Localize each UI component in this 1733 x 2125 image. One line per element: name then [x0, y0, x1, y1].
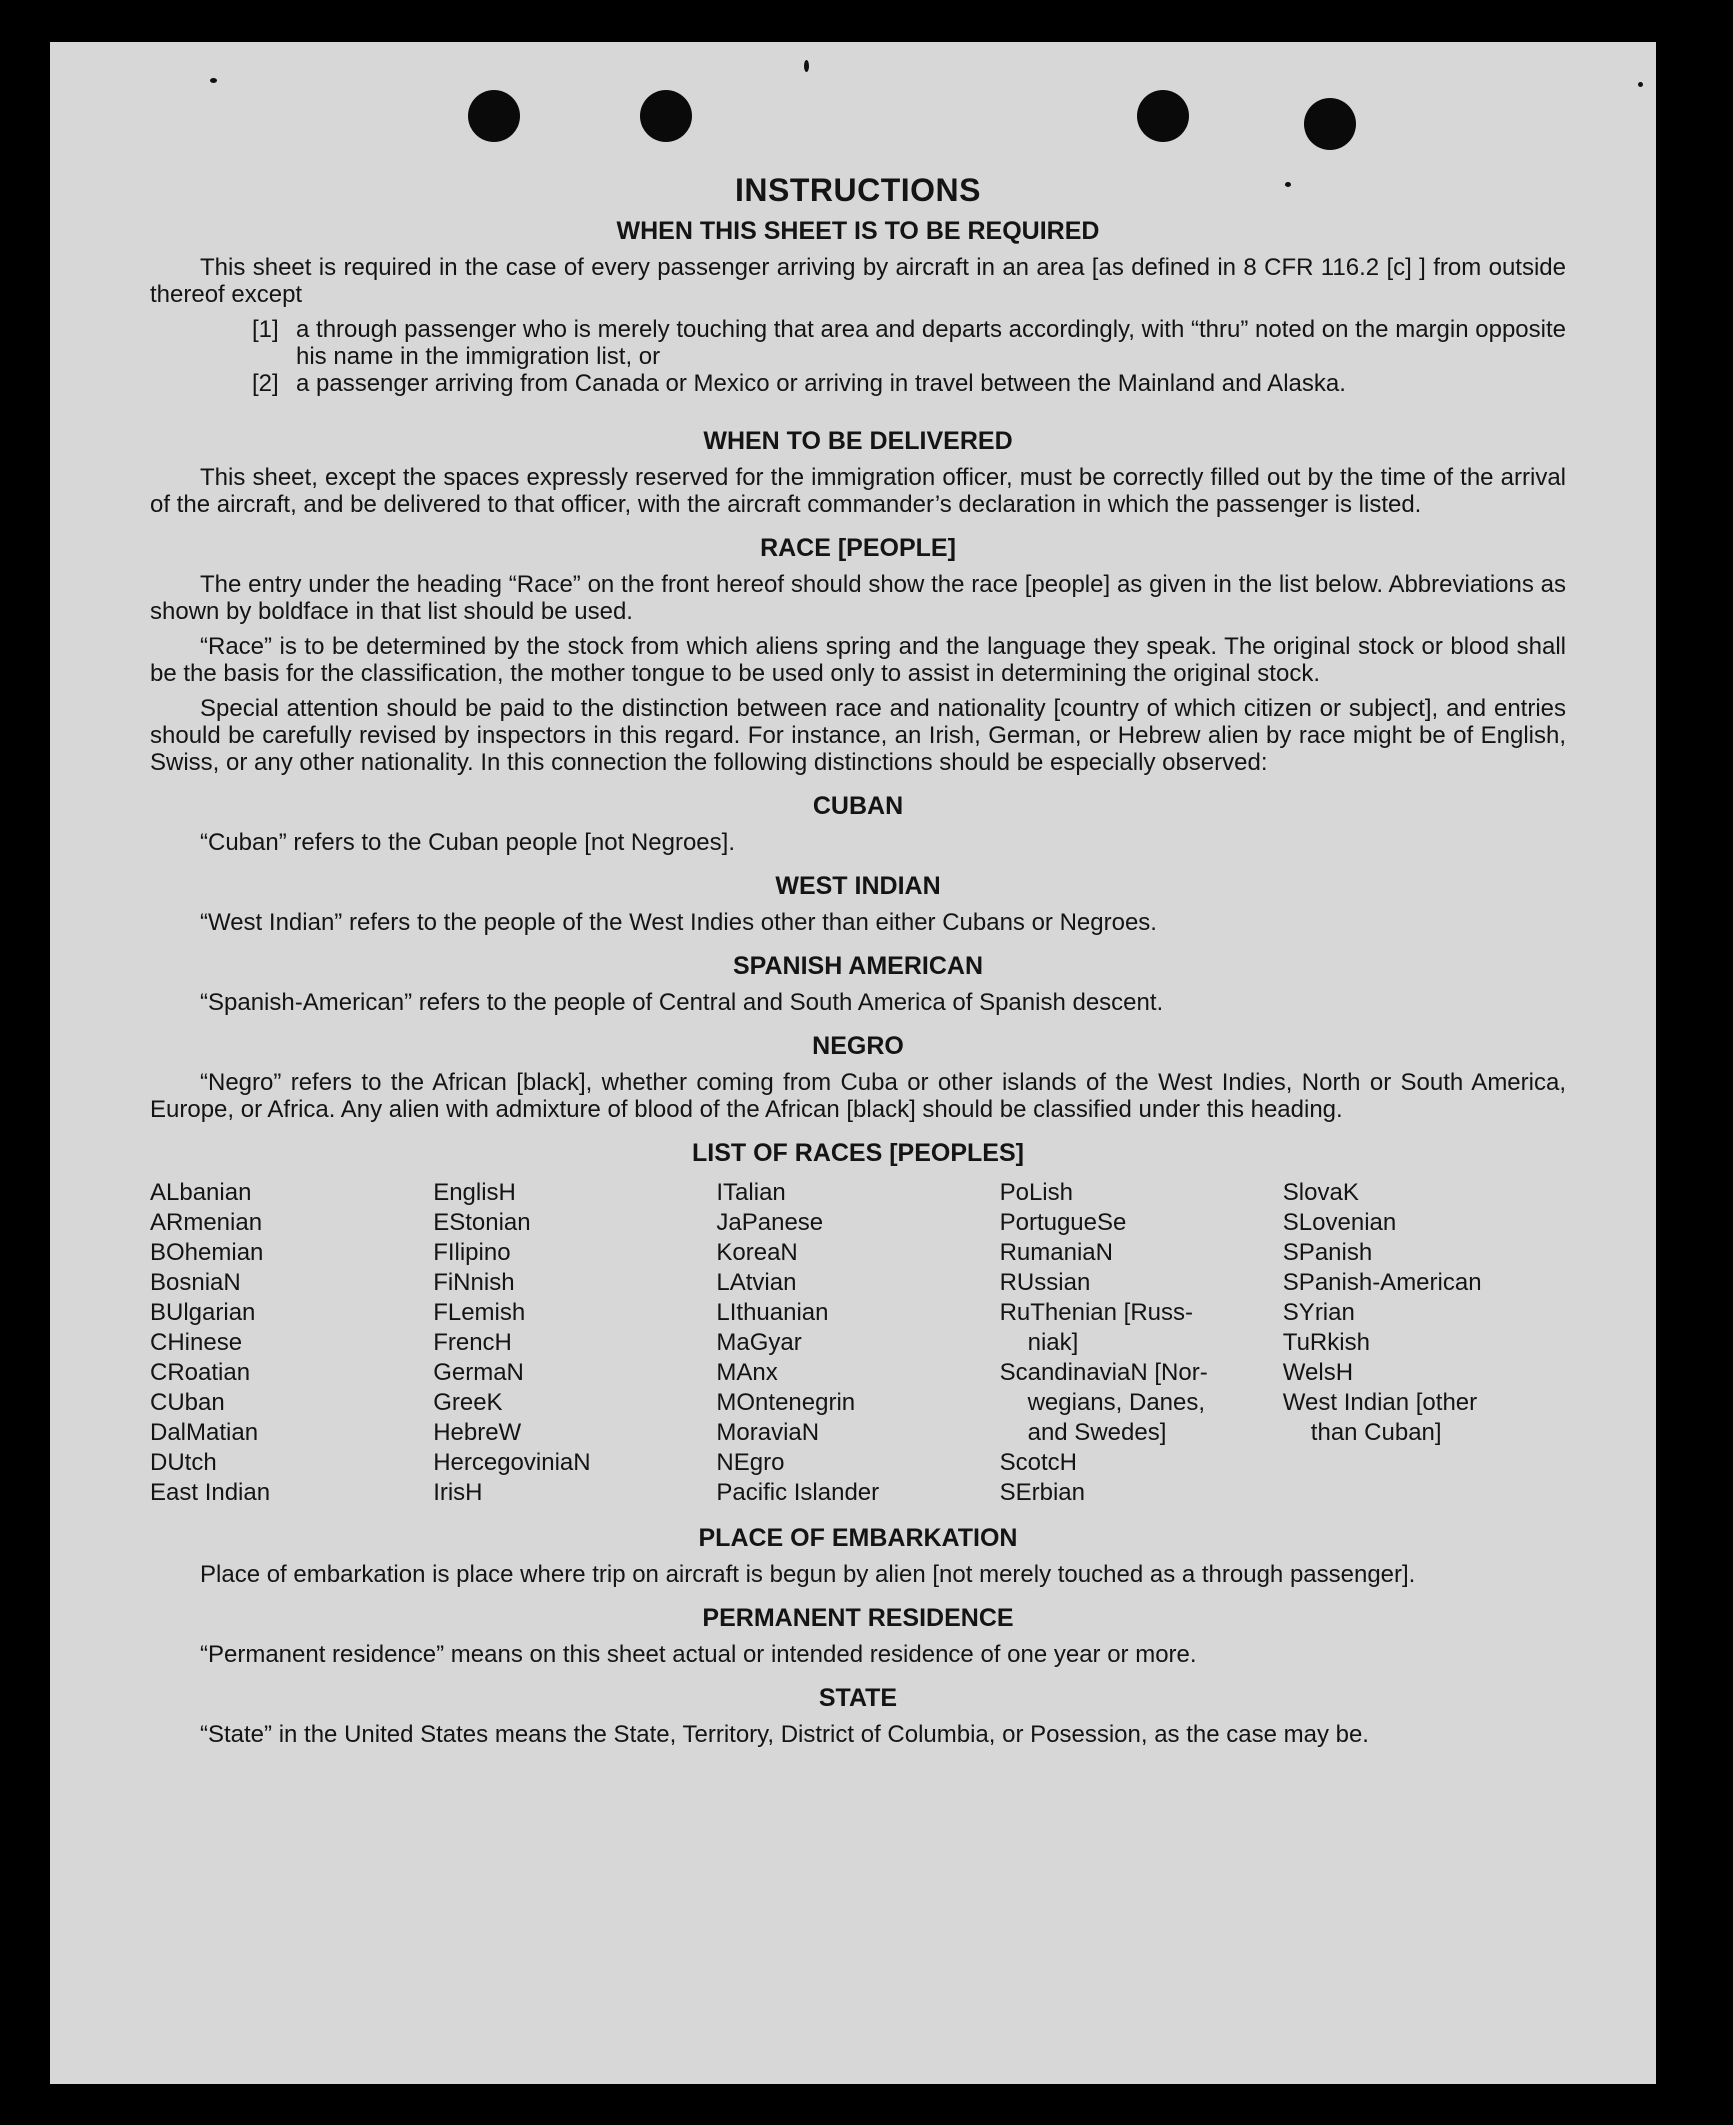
race-paragraph-1: The entry under the heading “Race” on the front hereof should show the race [people] as given in the list below. Abbreviations as shown by boldface in that list should be used.: [150, 571, 1566, 625]
heading-when-required: WHEN THIS SHEET IS TO BE REQUIRED: [616, 217, 1100, 245]
race-entry: ARmenian: [150, 1209, 263, 1236]
race-entry: SYrian: [1282, 1299, 1355, 1326]
race-entry: Pacific Islander: [716, 1479, 880, 1506]
state-text: “State” in the United States means the State, Territory, District of Columbia, or Posession, as the case may be.: [200, 1721, 1369, 1748]
race-entry: MaGyar: [716, 1329, 802, 1356]
heading-list-of-races: LIST OF RACES [PEOPLES]: [692, 1139, 1024, 1167]
race-entry: PoLish: [999, 1179, 1073, 1206]
ink-speck: [1638, 82, 1643, 87]
race-entry: SPanish: [1282, 1239, 1373, 1266]
heading-race: RACE [PEOPLE]: [760, 534, 956, 562]
when-delivered-text: This sheet, except the spaces expressly reserved for the immigration officer, must be correctly filled out by the time of the arrival of the aircraft, and be delivered to that officer, with the aircraft commander’s declaration in which the passenger is listed.: [150, 464, 1566, 518]
race-entry: West Indian [other: [1282, 1389, 1478, 1416]
page-title: INSTRUCTIONS: [735, 172, 981, 208]
race-entry: PortugueSe: [999, 1209, 1127, 1236]
punch-hole: [640, 90, 692, 142]
race-entry: MoraviaN: [716, 1419, 820, 1446]
race-entry: HercegoviniaN: [433, 1449, 591, 1476]
punch-hole: [1137, 90, 1189, 142]
west-indian-text: “West Indian” refers to the people of the West Indies other than either Cubans or Negroes.: [200, 909, 1157, 936]
race-entry: EStonian: [433, 1209, 531, 1236]
when-required-intro: This sheet is required in the case of every passenger arriving by aircraft in an area [as defined in 8 CFR 116.2 [c] ] from outside thereof except: [150, 254, 1566, 308]
cuban-text: “Cuban” refers to the Cuban people [not Negroes].: [200, 829, 735, 856]
race-entry: MOntenegrin: [716, 1389, 856, 1416]
heading-negro: NEGRO: [812, 1032, 904, 1060]
permanent-residence-text: “Permanent residence” means on this sheet actual or intended residence of one year or more.: [200, 1641, 1197, 1668]
race-entry: FLemish: [433, 1299, 526, 1326]
race-entry: RumaniaN: [999, 1239, 1113, 1266]
punch-hole: [1304, 98, 1356, 150]
ink-speck: [804, 60, 809, 72]
heading-west-indian: WEST INDIAN: [775, 872, 941, 900]
races-column: [1283, 1178, 1566, 1508]
race-entry: BosniaN: [150, 1269, 241, 1296]
race-entry: CUban: [150, 1389, 225, 1416]
race-entry: LIthuanian: [716, 1299, 829, 1326]
race-entry-continuation: than Cuban]: [1310, 1419, 1442, 1446]
race-entry: LAtvian: [716, 1269, 797, 1296]
race-entry: JaPanese: [716, 1209, 824, 1236]
document-sheet: [50, 42, 1656, 2084]
race-entry: DUtch: [150, 1449, 217, 1476]
heading-permanent-residence: PERMANENT RESIDENCE: [702, 1604, 1014, 1632]
race-entry: FIlipino: [433, 1239, 511, 1266]
race-entry: EnglisH: [433, 1179, 516, 1206]
race-entry: CRoatian: [150, 1359, 251, 1386]
punch-hole: [468, 90, 520, 142]
heading-embarkation: PLACE OF EMBARKATION: [698, 1524, 1018, 1552]
race-entry: DalMatian: [150, 1419, 259, 1446]
race-entry-continuation: wegians, Danes,: [1027, 1389, 1206, 1416]
races-column: [716, 1178, 999, 1508]
race-entry: HebreW: [433, 1419, 522, 1446]
race-entry: BUlgarian: [150, 1299, 256, 1326]
race-entry: SLovenian: [1282, 1209, 1397, 1236]
race-entry-continuation: niak]: [1027, 1329, 1079, 1356]
races-column: [150, 1178, 433, 1508]
race-entry: SlovaK: [1282, 1179, 1359, 1206]
race-entry: RUssian: [999, 1269, 1091, 1296]
race-entry: FiNnish: [433, 1269, 515, 1296]
race-paragraph-2: “Race” is to be determined by the stock from which aliens spring and the language they speak. The original stock or blood shall be the basis for the classification, the mother tongue to be used only to assist in determining the original stock.: [150, 633, 1566, 687]
exception-text: a through passenger who is merely touching that area and departs accordingly, with “thru” noted on the margin opposite his name in the immigration list, or: [296, 316, 1566, 370]
race-entry: GermaN: [433, 1359, 524, 1386]
race-entry: MAnx: [716, 1359, 778, 1386]
race-entry: CHinese: [150, 1329, 243, 1356]
races-column: [433, 1178, 716, 1508]
race-entry: SPanish-American: [1282, 1269, 1482, 1296]
exception-item: [252, 370, 1566, 397]
race-entry: RuThenian [Russ-: [999, 1299, 1194, 1326]
exception-text: a passenger arriving from Canada or Mexico or arriving in travel between the Mainland and Alaska.: [296, 370, 1346, 397]
heading-when-delivered: WHEN TO BE DELIVERED: [703, 427, 1013, 455]
race-entry: ITalian: [716, 1179, 786, 1206]
race-entry: NEgro: [716, 1449, 785, 1476]
race-entry: GreeK: [433, 1389, 503, 1416]
exception-number: [1]: [252, 316, 279, 343]
race-entry: SErbian: [999, 1479, 1085, 1506]
heading-state: STATE: [818, 1684, 898, 1712]
spanish-american-text: “Spanish-American” refers to the people of Central and South America of Spanish descent.: [200, 989, 1164, 1016]
race-entry: ScandinaviaN [Nor-: [999, 1359, 1208, 1386]
race-entry: TuRkish: [1282, 1329, 1370, 1356]
exception-number: [2]: [252, 370, 279, 397]
race-entry: BOhemian: [150, 1239, 264, 1266]
races-column: [1000, 1178, 1283, 1508]
race-entry: KoreaN: [716, 1239, 798, 1266]
exception-item: [252, 316, 1566, 370]
heading-spanish-american: SPANISH AMERICAN: [732, 952, 983, 980]
instructions-content: [150, 172, 1566, 1756]
race-entry: ALbanian: [150, 1179, 252, 1206]
race-paragraph-3: Special attention should be paid to the distinction between race and nationality [country of which citizen or subject], and entries should be carefully revised by inspectors in this regard. For instance, an Irish, German, or Hebrew alien by race might be of English, Swiss, or any other nationality. In this connection the following distinctions should be especially observed:: [150, 695, 1566, 776]
embarkation-text: Place of embarkation is place where trip on aircraft is begun by alien [not merely touched as a through passenger].: [200, 1561, 1416, 1588]
race-entry: WelsH: [1282, 1359, 1354, 1386]
race-entry: FrencH: [433, 1329, 512, 1356]
negro-text: “Negro” refers to the African [black], whether coming from Cuba or other islands of the West Indies, North or South America, Europe, or Africa. Any alien with admixture of blood of the African [black] should be classified under this heading.: [150, 1069, 1566, 1123]
race-entry: East Indian: [150, 1479, 271, 1506]
race-entry-continuation: and Swedes]: [1027, 1419, 1167, 1446]
race-entry: IrisH: [433, 1479, 483, 1506]
races-list: [150, 1178, 1566, 1508]
heading-cuban: CUBAN: [812, 792, 904, 820]
race-entry: ScotcH: [999, 1449, 1077, 1476]
ink-speck: [210, 78, 217, 83]
